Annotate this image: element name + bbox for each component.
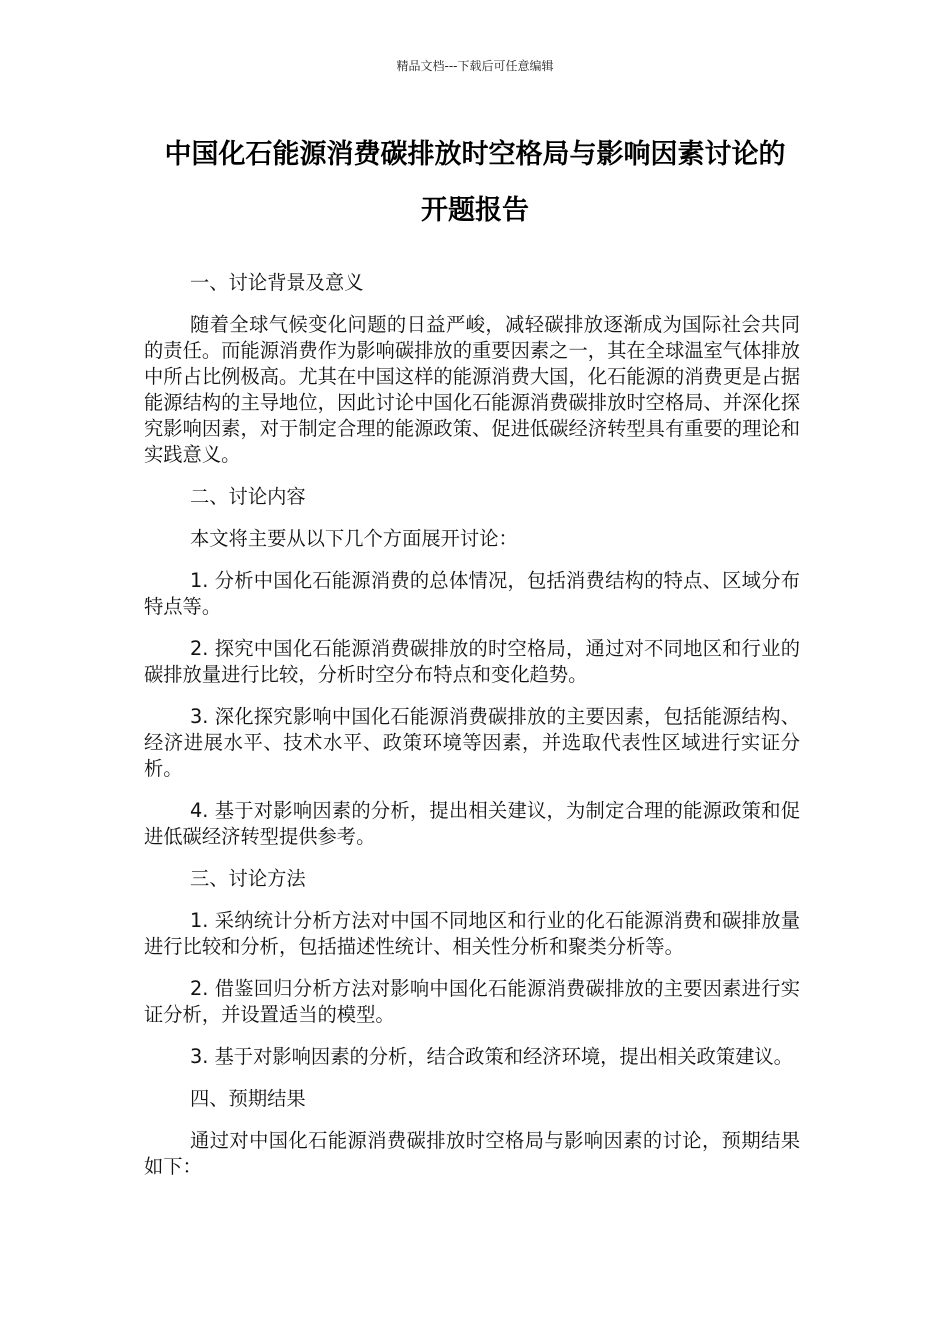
section-heading-background: 一、讨论背景及意义 [190,271,364,294]
list-item-content-1: 1. 分析中国化石能源消费的总体情况，包括消费结构的特点、区域分布特点等。 [144,569,800,618]
section-heading-methods: 三、讨论方法 [190,867,306,890]
section-heading-content: 二、讨论内容 [190,485,306,508]
list-item-content-2: 2. 探究中国化石能源消费碳排放的时空格局，通过对不同地区和行业的碳排放量进行比较，分析时空分布特点和变化趋势。 [144,637,800,686]
document-title-line-1: 中国化石能源消费碳排放时空格局与影响因素讨论的 [164,139,786,170]
list-item-method-1: 1. 采纳统计分析方法对中国不同地区和行业的化石能源消费和碳排放量进行比较和分析，包括描述性统计、相关性分析和聚类分析等。 [144,909,800,958]
list-item-content-3: 3. 深化探究影响中国化石能源消费碳排放的主要因素，包括能源结构、经济进展水平、技术水平、政策环境等因素，并选取代表性区域进行实证分析。 [144,705,800,780]
paragraph-results: 通过对中国化石能源消费碳排放时空格局与影响因素的讨论，预期结果如下： [144,1129,800,1178]
document-title-line-2: 开题报告 [421,195,529,226]
list-item-content-4: 4. 基于对影响因素的分析，提出相关建议，为制定合理的能源政策和促进低碳经济转型提供参考。 [144,799,800,848]
page-header: 精品文档---下载后可任意编辑 [396,59,554,73]
list-item-method-2: 2. 借鉴回归分析方法对影响中国化石能源消费碳排放的主要因素进行实证分析，并设置适当的模型。 [144,977,800,1026]
paragraph-content-intro: 本文将主要从以下几个方面展开讨论： [190,527,518,550]
section-heading-results: 四、预期结果 [190,1087,306,1110]
paragraph-background: 随着全球气候变化问题的日益严峻，减轻碳排放逐渐成为国际社会共同的责任。而能源消费作为影响碳排放的重要因素之一，其在全球温室气体排放中所占比例极高。尤其在中国这样的能源消费大国，化石能源的消费更是占据能源结构的主导地位，因此讨论中国化石能源消费碳排放时空格局、并深化探究影响因素，对于制定合理的能源政策、促进低碳经济转型具有重要的理论和实践意义。 [144,313,800,466]
list-item-method-3: 3. 基于对影响因素的分析，结合政策和经济环境，提出相关政策建议。 [190,1045,793,1068]
document-body [144,270,800,1196]
